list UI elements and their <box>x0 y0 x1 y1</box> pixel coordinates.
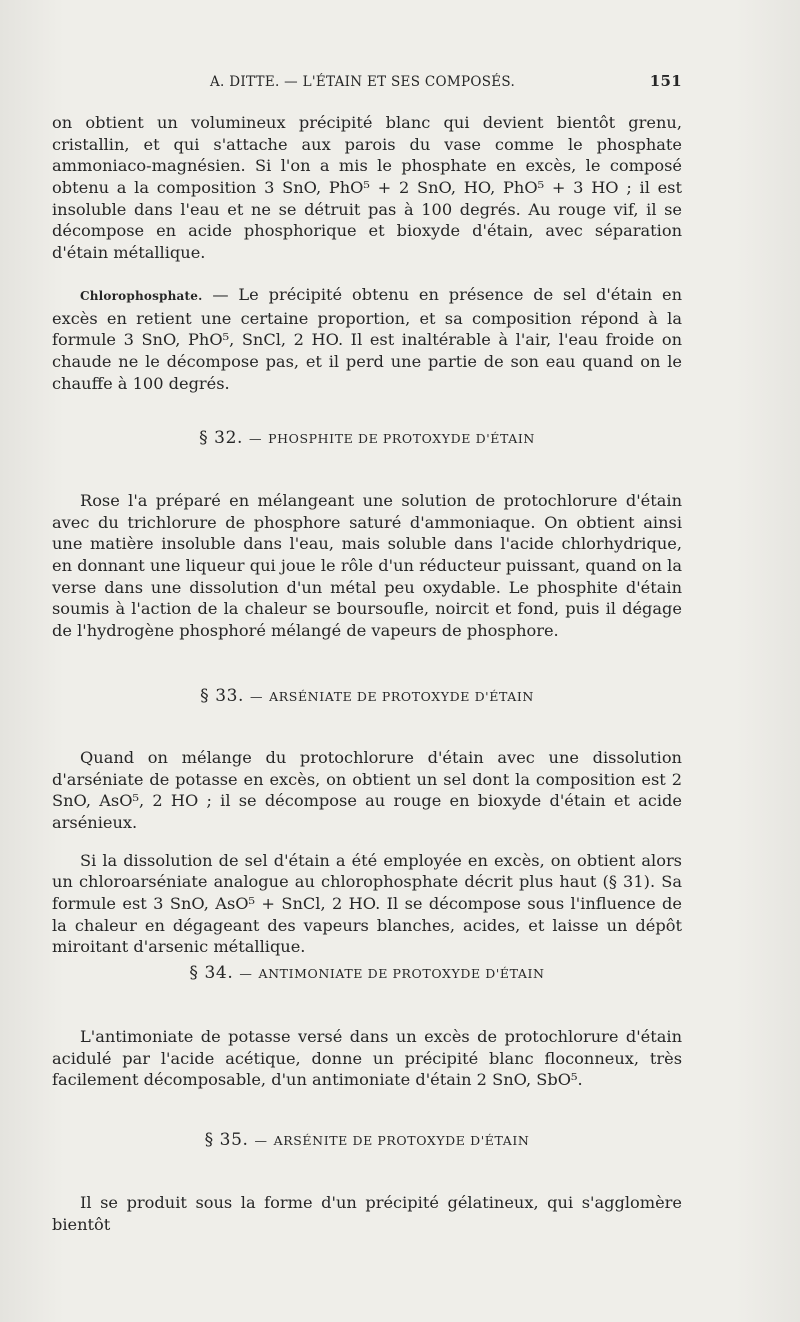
section-title: ARSÉNIATE DE PROTOXYDE D'ÉTAIN <box>269 689 534 704</box>
section-dash: — <box>254 1133 268 1148</box>
paragraph: Quand on mélange du protochlorure d'étain avec une dissolution d'arséniate de potasse en excès, on obtient un sel dont la composition est 2 SnO, AsO⁵, 2 HO ; il se décompose au rouge en bioxyde d'étain et acide arsénieux. <box>52 748 682 832</box>
section-heading-34 <box>52 963 682 983</box>
paragraph: L'antimoniate de potasse versé dans un excès de protochlorure d'étain acidulé par l'acide acétique, donne un précipité blanc floconneux, très facilement décomposable, d'un antimoniate d'étain 2 SnO, SbO⁵. <box>52 1027 682 1090</box>
section-title: PHOSPHITE DE PROTOXYDE D'ÉTAIN <box>268 431 535 446</box>
page-number: 151 <box>649 72 682 90</box>
section-dash: — <box>239 966 253 981</box>
chlorophosphate-paragraph <box>52 268 682 410</box>
paragraph: Rose l'a préparé en mélangeant une solution de protochlorure d'étain avec du trichlorure de phosphore saturé d'ammoniaque. On obtient ainsi une matière insoluble dans l'eau, mais soluble dans l'acide chlorhydrique, en donnant une liqueur qui joue le rôle d'un réducteur puissant, quand on la verse dans une dissolution d'un métal peu oxydable. Le phosphite d'étain soumis à l'action de la chaleur se boursoufle, noircit et fond, puis il dégage de l'hydrogène phosphoré mélangé de vapeurs de phosphore. <box>52 491 682 640</box>
section-dash: — <box>250 689 264 704</box>
section-number: § 34. <box>189 963 234 983</box>
section-title: ARSÉNITE DE PROTOXYDE D'ÉTAIN <box>273 1133 530 1148</box>
section-heading-35 <box>52 1130 682 1150</box>
paragraph: Si la dissolution de sel d'étain a été employée en excès, on obtient alors un chloroarséniate analogue au chlorophosphate décrit plus haut (§ 31). Sa formule est 3 SnO, AsO⁵ + SnCl, 2 HO. Il se décompose sous l'influence de la chaleur en dégageant des vapeurs blanches, acides, et laisse un dépôt miroitant d'arsenic métallique. <box>52 850 682 957</box>
section-heading-33 <box>52 686 682 706</box>
section-32-body <box>52 474 682 658</box>
section-title: ANTIMONIATE DE PROTOXYDE D'ÉTAIN <box>258 966 545 981</box>
section-number: § 35. <box>204 1130 249 1150</box>
chlorophosphate-label: Chlorophosphate. <box>80 289 203 304</box>
section-34-body <box>52 1010 682 1107</box>
chlorophosphate-body: — Le précipité obtenu en présence de sel d'étain en excès en retient une certaine proportion, et sa composition répond à la formule 3 SnO, PhO⁵, SnCl, 2 HO. Il est inaltérable à l'air, l'eau froide on chaude ne le décompose pas, et il perd une partie de son eau quand on le chauffe à 100 degrés. <box>52 285 682 393</box>
section-35-body <box>52 1176 682 1252</box>
intro-text: on obtient un volumineux précipité blanc qui devient bientôt grenu, cristallin, et qui s'attache aux parois du vase comme le phosphate ammoniaco-magnésien. Si l'on a mis le phosphate en excès, le composé obtenu a la composition 3 SnO, PhO⁵ + 2 SnO, HO, PhO⁵ + 3 HO ; il est insoluble dans l'eau et ne se détruit pas à 100 degrés. Au rouge vif, il se décompose en acide phosphorique et bioxyde d'étain, avec séparation d'étain métallique. <box>52 113 682 262</box>
running-header <box>50 72 682 94</box>
section-heading-32 <box>52 428 682 448</box>
paragraph: Il se produit sous la forme d'un précipité gélatineux, qui s'agglomère bientôt <box>52 1193 682 1234</box>
section-dash: — <box>249 431 263 446</box>
section-33-body <box>52 731 682 974</box>
running-title: A. DITTE. — L'ÉTAIN ET SES COMPOSÉS. <box>210 74 516 90</box>
section-number: § 33. <box>200 686 245 706</box>
intro-paragraph <box>52 96 682 280</box>
chlorophosphate-text <box>52 284 682 394</box>
section-number: § 32. <box>199 428 244 448</box>
